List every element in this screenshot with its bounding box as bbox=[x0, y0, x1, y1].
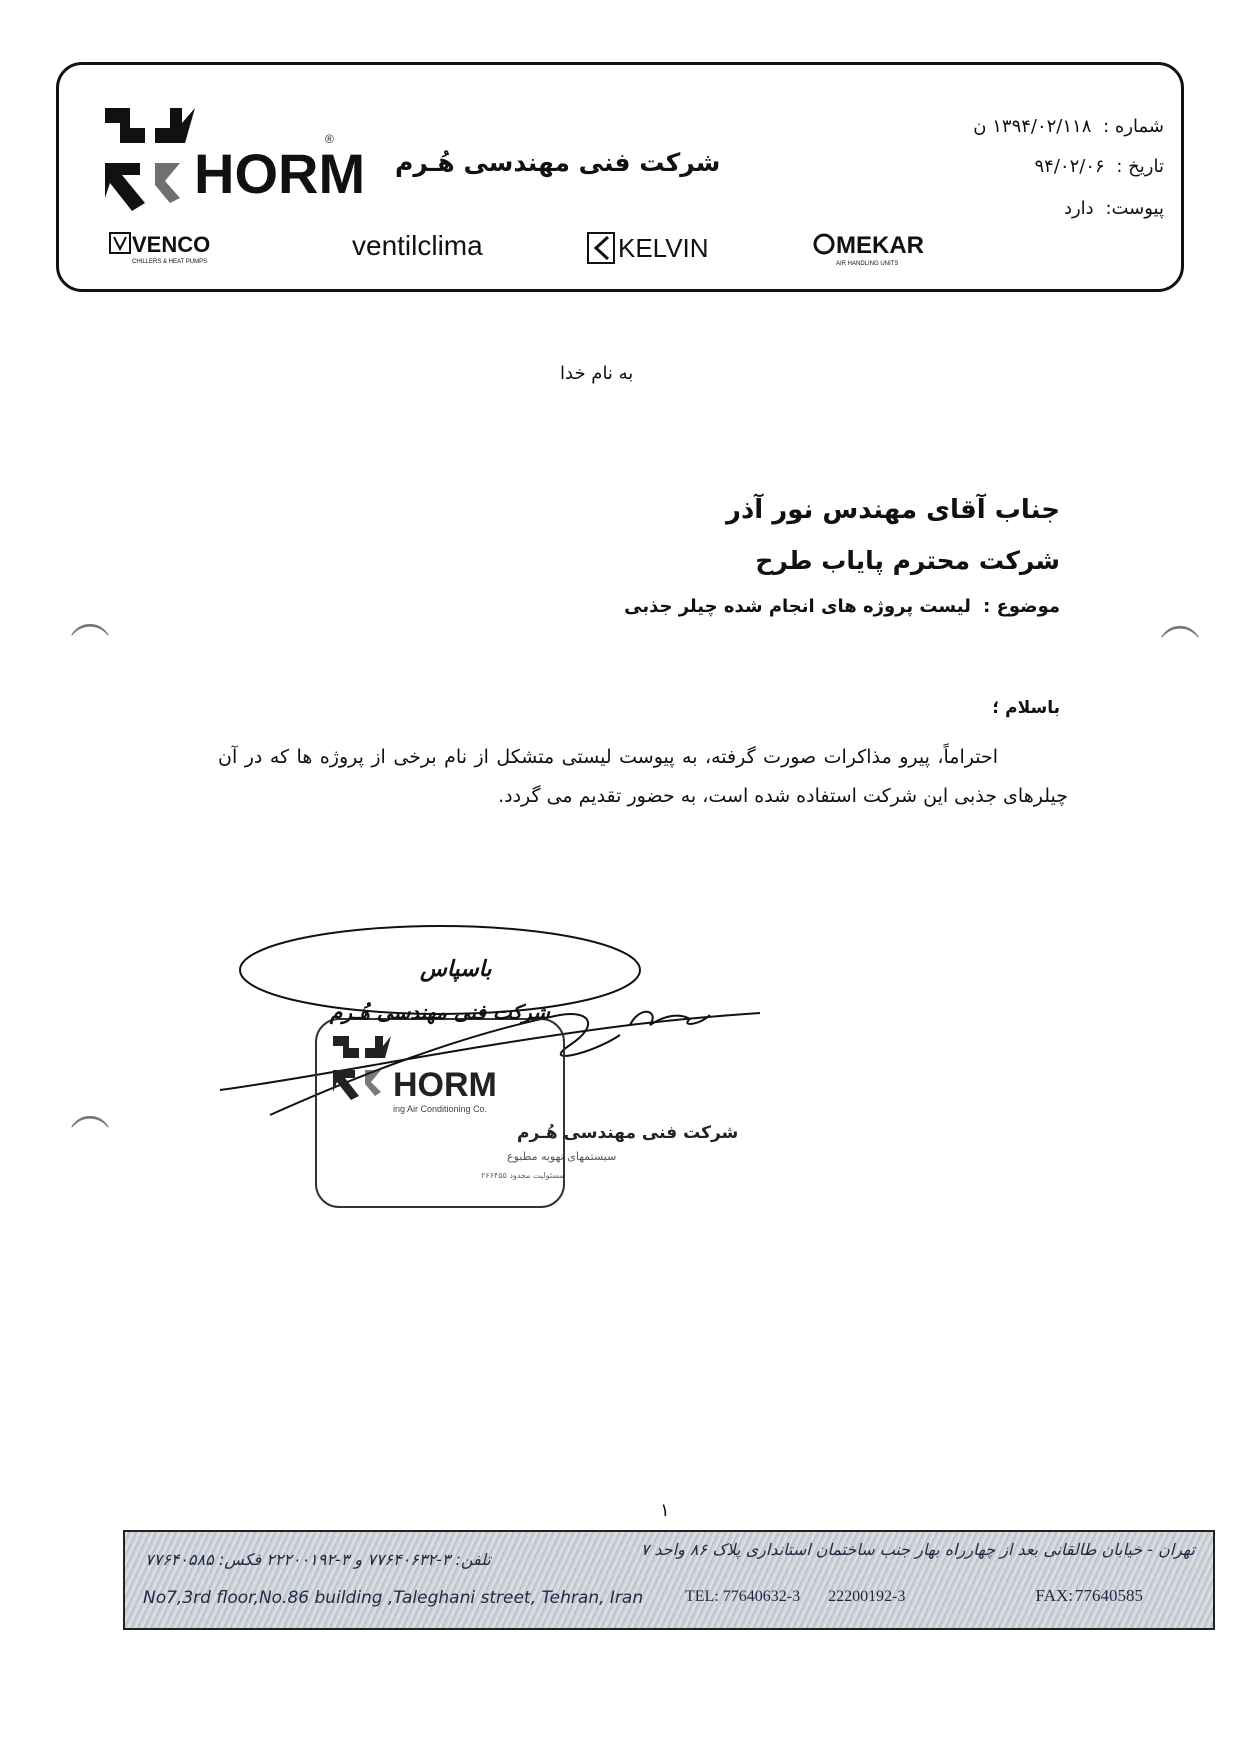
subject-label: موضوع : bbox=[983, 596, 1060, 617]
letter-attachment-label: پیوست: bbox=[1105, 198, 1164, 219]
scan-mark: ︵ bbox=[70, 597, 110, 643]
letter-number-value: ۱۳۹۴/۰۲/۱۱۸ ن bbox=[973, 116, 1092, 137]
footer-phone-fa: تلفن: ۳-۷۷۶۴۰۶۳۲ و ۳-۲۲۲۰۰۱۹۲ فکس: ۷۷۶۴۰۵۸۵ bbox=[145, 1550, 491, 1569]
subject-value: لیست پروژه های انجام شده چیلر جذبی bbox=[624, 596, 971, 617]
stamp-sub-fa: سیستمهای تهویه مطبوع bbox=[507, 1150, 617, 1163]
registered-mark: ® bbox=[325, 132, 334, 146]
footer-fax-value: 77640585 bbox=[1075, 1586, 1143, 1605]
letter-attachment bbox=[1064, 198, 1164, 219]
kelvin-logo bbox=[588, 233, 709, 263]
footer-tel-value-2: 22200192-3 bbox=[828, 1588, 906, 1605]
letterhead-footer bbox=[123, 1530, 1215, 1630]
mekar-tagline: AIR HANDLING UNITS bbox=[836, 261, 899, 267]
scan-mark: ︵ bbox=[70, 1089, 110, 1135]
horm-arrows-icon bbox=[105, 108, 195, 211]
horm-brand-text: HORM bbox=[194, 142, 366, 205]
partner-brands bbox=[110, 225, 990, 273]
salutation: باسلام ؛ bbox=[992, 698, 1060, 718]
stamp-tagline: ing Air Conditioning Co. bbox=[393, 1104, 488, 1114]
letter-attachment-value: دارد bbox=[1063, 198, 1094, 219]
addressee-name: جناب آقای مهندس نور آذر bbox=[725, 495, 1060, 525]
brand-name-fa: شرکت فنی مهندسی هُـرم bbox=[395, 148, 721, 177]
mekar-name: MEKAR bbox=[836, 232, 924, 259]
footer-tel-label: TEL: bbox=[685, 1588, 719, 1605]
mekar-logo bbox=[815, 232, 924, 267]
ventilclima-logo: ventilclima bbox=[352, 230, 483, 261]
scan-mark: ︵ bbox=[1160, 599, 1200, 645]
page-number: ۱ bbox=[660, 1500, 670, 1521]
footer-fax-label: FAX: bbox=[1035, 1586, 1073, 1605]
stamp-reg-fa: مسئولیت محدود ۲۶۶۴۵۵ bbox=[481, 1171, 564, 1180]
stamp-company-fa: شرکت فنی مهندسی هُـرم bbox=[517, 1123, 739, 1143]
signature-company: شرکت فنی مهندسی هُـرم bbox=[330, 1000, 550, 1024]
footer-fax bbox=[1036, 1586, 1143, 1606]
venco-name: VENCO bbox=[132, 232, 211, 257]
subject-line bbox=[624, 596, 1060, 617]
addressee-company: شرکت محترم پایاب طرح bbox=[755, 546, 1060, 575]
horm-arrows-icon bbox=[333, 1036, 391, 1100]
footer-address-fa: تهران - خیابان طالقانی بعد از چهارراه بهار جنب ساختمان استانداری پلاک ۸۶ واحد ۷ bbox=[640, 1540, 1195, 1559]
company-stamp bbox=[315, 1018, 739, 1208]
venco-logo bbox=[110, 232, 210, 265]
letter-date-label: تاریخ : bbox=[1116, 156, 1164, 177]
stamp-graphic bbox=[331, 1034, 739, 1194]
letter-number-label: شماره : bbox=[1103, 116, 1164, 137]
venco-tagline: CHILLERS & HEAT PUMPS bbox=[132, 259, 208, 265]
letter-date bbox=[1035, 156, 1164, 177]
stamp-brand: HORM bbox=[393, 1066, 497, 1104]
invocation: به نام خدا bbox=[560, 363, 634, 384]
footer-telephone bbox=[685, 1588, 905, 1606]
letter-date-value: ۹۴/۰۲/۰۶ bbox=[1034, 156, 1105, 177]
footer-tel-value-1: 77640632-3 bbox=[722, 1588, 801, 1605]
letter-number bbox=[973, 116, 1164, 137]
kelvin-name: KELVIN bbox=[618, 233, 709, 263]
letter-body: احتراماً، پیرو مذاکرات صورت گرفته، به پیوست لیستی متشکل از نام برخی از پروژه ها که در آن چیلرهای جذبی این شرکت استفاده شده است، به حضور تقدیم می گردد. bbox=[218, 746, 1068, 807]
footer-address-en: No7,3rd floor,No.86 building ,Taleghani street, Tehran, Iran bbox=[143, 1588, 644, 1608]
closing-thanks: باسپاس bbox=[420, 957, 492, 982]
